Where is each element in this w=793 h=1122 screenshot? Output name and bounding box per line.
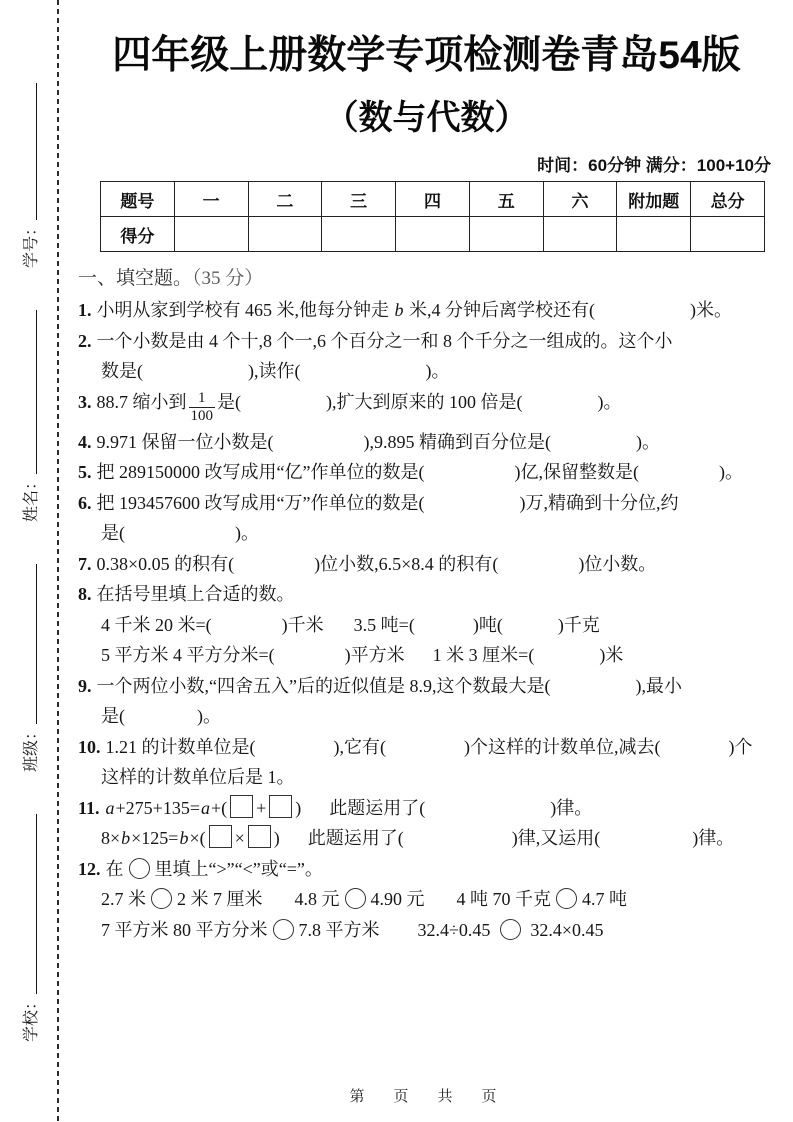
question-text: 位小数。 — [584, 553, 657, 574]
compare-circle — [556, 888, 577, 909]
question-text: 把 193457600 改写成用“万”作单位的数是 — [96, 492, 419, 513]
school-blank-line — [24, 814, 37, 994]
class-group — [15, 564, 41, 772]
question-text: ,最小 — [641, 675, 682, 696]
question-number: 9. — [78, 675, 92, 696]
fill-in-blank: ( ) — [516, 391, 604, 412]
fill-in-blank: ( ) — [654, 736, 735, 757]
fill-in-blank: ( ) — [249, 736, 340, 757]
score-header-cell: 一 — [174, 182, 248, 217]
question-text: 32.4×0.45 — [525, 919, 604, 940]
school-label: 学校： — [23, 993, 40, 1042]
fill-in-blank: ( ) — [544, 675, 642, 696]
question-text: 。 — [724, 462, 743, 482]
score-empty-cell — [691, 217, 765, 252]
question-text: 32.4÷0.45 — [417, 919, 495, 940]
score-table — [100, 181, 765, 252]
question-text: 4 吨 70 千克 — [456, 889, 551, 909]
question-text: 4.7 吨 — [582, 889, 627, 909]
question-text: 此题运用了 — [329, 797, 420, 818]
score-table-header-row — [101, 182, 765, 217]
question-text: × — [234, 828, 245, 848]
question-text: ) — [295, 797, 302, 818]
fill-in-blank: ( ) — [418, 462, 521, 482]
question-text: 0.38×0.05 的积有 — [96, 553, 229, 574]
question-number: 12. — [78, 858, 101, 879]
question-text: 律。 — [698, 828, 735, 848]
question-text: 。 — [241, 523, 259, 543]
fill-in-blank: ( ) — [632, 462, 725, 482]
paper-title: 四年级上册数学专项检测卷青岛54版 — [112, 34, 741, 77]
student-name-label: 姓名： — [23, 473, 40, 522]
question-number: 10. — [78, 736, 101, 757]
question-text: 1 米 3 厘米= — [432, 645, 529, 665]
compare-circle — [500, 919, 521, 940]
fill-in-blank: ( ) — [589, 300, 696, 320]
question-text: 位小数,6.5×8.4 的积有 — [320, 553, 493, 574]
paper-content — [78, 0, 775, 947]
fill-in-blank: ( ) — [137, 361, 254, 381]
question-text: 千米 — [287, 614, 324, 635]
score-empty-cell — [469, 217, 543, 252]
fill-in-blank: ( ) — [528, 645, 606, 665]
question-line — [78, 328, 775, 354]
question-line — [78, 520, 775, 546]
question-text: 数是 — [101, 361, 137, 381]
question-text: 2 米 7 厘米 — [177, 889, 263, 909]
fill-in-blank: ( ) — [267, 431, 370, 452]
variable: b — [179, 828, 189, 848]
fill-in-blank: ( ) — [397, 828, 518, 848]
fill-in-blank: ( ) — [119, 523, 241, 543]
variable: b — [394, 300, 404, 320]
score-row-label: 得分 — [101, 217, 175, 252]
question-text: 2.7 米 — [101, 889, 146, 909]
question-text: +( — [210, 797, 228, 818]
fill-in-blank: ( ) — [492, 553, 585, 574]
question-text: 在 — [105, 858, 124, 879]
margin-dashed-rule — [57, 0, 59, 1122]
question-text: 。 — [203, 706, 221, 726]
section-heading-text: 一、填空题。 — [78, 268, 193, 289]
student-id-blank-line — [24, 83, 37, 220]
question-text: 是 — [101, 523, 119, 543]
question-text: 7.8 平方米 — [298, 919, 380, 940]
answer-box — [209, 825, 232, 848]
score-empty-cell — [174, 217, 248, 252]
question-text: 米 — [605, 645, 624, 665]
fraction-denominator: 100 — [190, 407, 213, 424]
question-line — [78, 389, 775, 425]
fill-in-blank: ( ) — [205, 614, 288, 635]
fill-in-blank: ( ) — [545, 431, 642, 452]
question-line — [78, 703, 775, 729]
student-name-blank-line — [24, 310, 37, 474]
student-name-group — [15, 310, 41, 522]
question-line — [78, 734, 775, 760]
question-text: 平方米 — [350, 645, 405, 665]
question-number: 1. — [78, 300, 92, 320]
score-header-cell: 附加题 — [617, 182, 691, 217]
question-number: 2. — [78, 330, 92, 351]
question-text: 把 289150000 改写成用“亿”作单位的数是 — [96, 462, 419, 482]
question-line — [78, 429, 775, 455]
answer-box — [248, 825, 271, 848]
score-header-cell: 三 — [322, 182, 396, 217]
fill-in-blank: ( ) — [119, 706, 203, 726]
fraction-numerator: 1 — [198, 390, 206, 406]
question-text: 3.5 吨= — [353, 614, 409, 635]
question-line — [78, 358, 775, 384]
question-text: 里填上“>”“<”或“=”。 — [154, 858, 323, 879]
question-text: 律,又运用 — [517, 828, 595, 848]
question-number: 7. — [78, 553, 92, 574]
question-line — [78, 825, 775, 851]
question-text: 5 平方米 4 平方分米= — [101, 645, 269, 665]
question-text: 万,精确到十分位,约 — [525, 492, 679, 513]
variable: b — [121, 828, 131, 848]
question-text: ×( — [189, 828, 206, 848]
fill-in-blank: ( ) — [294, 361, 432, 381]
question-text: 这样的计数单位后是 1。 — [101, 767, 295, 787]
question-number: 11. — [78, 797, 100, 818]
question-text: 一个小数是由 4 个十,8 个一,6 个百分之一和 8 个千分之一组成的。这个小 — [96, 330, 673, 351]
question-number: 8. — [78, 584, 92, 604]
answer-box — [230, 795, 253, 818]
question-text: 4.90 元 — [370, 889, 425, 909]
student-id-label: 学号： — [23, 219, 40, 268]
question-text: 是 — [101, 706, 119, 726]
score-empty-cell — [248, 217, 322, 252]
school-group — [15, 814, 41, 1042]
question-list — [78, 297, 775, 943]
question-text: 7 平方米 80 平方分米 — [101, 919, 268, 940]
answer-box — [269, 795, 292, 818]
question-text: 4.8 元 — [294, 889, 340, 909]
question-text: 千克 — [563, 614, 600, 635]
question-text: 是 — [217, 391, 235, 412]
compare-circle — [151, 888, 172, 909]
question-text: + — [256, 797, 267, 818]
paper-subtitle: （数与代数） — [324, 99, 529, 137]
question-text: 此题运用了 — [307, 828, 398, 848]
question-text: ) — [273, 828, 280, 848]
fill-in-blank: ( ) — [268, 645, 351, 665]
question-text: 8× — [101, 828, 121, 848]
question-text: ,它有 — [339, 736, 380, 757]
score-header-cell: 总分 — [691, 182, 765, 217]
section-heading — [78, 263, 775, 290]
fill-in-blank: ( ) — [419, 797, 557, 818]
question-text: 。 — [642, 431, 660, 452]
question-line — [78, 917, 775, 943]
question-line — [78, 856, 775, 882]
compare-circle — [129, 858, 150, 879]
question-text: 米。 — [696, 300, 732, 320]
question-text: +275+135= — [115, 797, 200, 818]
question-text: 律。 — [556, 797, 593, 818]
fill-in-blank: ( ) — [418, 492, 526, 513]
question-text: 个这样的计数单位,减去 — [470, 736, 655, 757]
question-text: 4 千米 20 米= — [101, 614, 206, 635]
question-line — [78, 612, 775, 638]
question-text: 在括号里填上合适的数。 — [96, 584, 295, 604]
variable: a — [105, 797, 115, 818]
class-label: 班级： — [23, 723, 40, 772]
variable: a — [200, 797, 210, 818]
question-line — [78, 642, 775, 668]
question-line — [78, 490, 775, 516]
question-text: 米,4 分钟后离学校还有 — [404, 300, 589, 320]
question-line — [78, 795, 775, 821]
score-header-cell: 四 — [396, 182, 470, 217]
compare-circle — [273, 919, 294, 940]
question-text: 个 — [734, 736, 753, 757]
fill-in-blank: ( ) — [594, 828, 699, 848]
question-number: 4. — [78, 431, 92, 452]
fill-in-blank: ( ) — [380, 736, 470, 757]
compare-circle — [345, 888, 366, 909]
question-number: 5. — [78, 462, 92, 482]
question-line — [78, 459, 775, 485]
exam-info: 时间：60分钟 满分：100+10分 — [537, 156, 771, 175]
question-text: ×125= — [131, 828, 179, 848]
question-text: 。 — [431, 361, 450, 381]
question-line — [78, 297, 775, 323]
question-text: ,9.895 精确到百分位是 — [369, 431, 545, 452]
score-table-score-row — [101, 217, 765, 252]
question-text: 小明从家到学校有 465 米,他每分钟走 — [96, 300, 394, 320]
score-empty-cell — [543, 217, 617, 252]
question-text: ,扩大到原来的 100 倍是 — [332, 391, 517, 412]
question-line — [78, 673, 775, 699]
score-empty-cell — [617, 217, 691, 252]
question-line — [78, 551, 775, 577]
score-empty-cell — [396, 217, 470, 252]
fraction — [189, 390, 216, 424]
class-blank-line — [24, 564, 37, 724]
student-id-group — [15, 83, 41, 268]
question-line — [78, 764, 775, 790]
score-header-cell: 五 — [469, 182, 543, 217]
question-number: 6. — [78, 492, 92, 513]
question-number: 3. — [78, 391, 92, 412]
page-footer: 第 页 共 页 — [349, 1088, 504, 1105]
score-header-cell: 题号 — [101, 182, 175, 217]
score-empty-cell — [322, 217, 396, 252]
score-header-cell: 六 — [543, 182, 617, 217]
question-text: 88.7 缩小到 — [96, 391, 187, 412]
fill-in-blank: ( ) — [496, 614, 564, 635]
question-text: 。 — [603, 391, 622, 412]
question-text: 9.971 保留一位小数是 — [96, 431, 268, 452]
question-text: 一个两位小数,“四舍五入”后的近似值是 8.9,这个数最大是 — [96, 675, 545, 696]
question-text: 吨 — [478, 614, 497, 635]
score-header-cell: 二 — [248, 182, 322, 217]
question-line — [78, 886, 775, 912]
fill-in-blank: ( ) — [228, 553, 321, 574]
question-text: ,读作 — [254, 361, 295, 381]
question-text: 亿,保留整数是 — [520, 462, 633, 482]
question-line — [78, 581, 775, 607]
fill-in-blank: ( ) — [235, 391, 332, 412]
section-points: （35 分） — [192, 268, 264, 289]
fill-in-blank: ( ) — [408, 614, 479, 635]
question-text: 1.21 的计数单位是 — [105, 736, 250, 757]
